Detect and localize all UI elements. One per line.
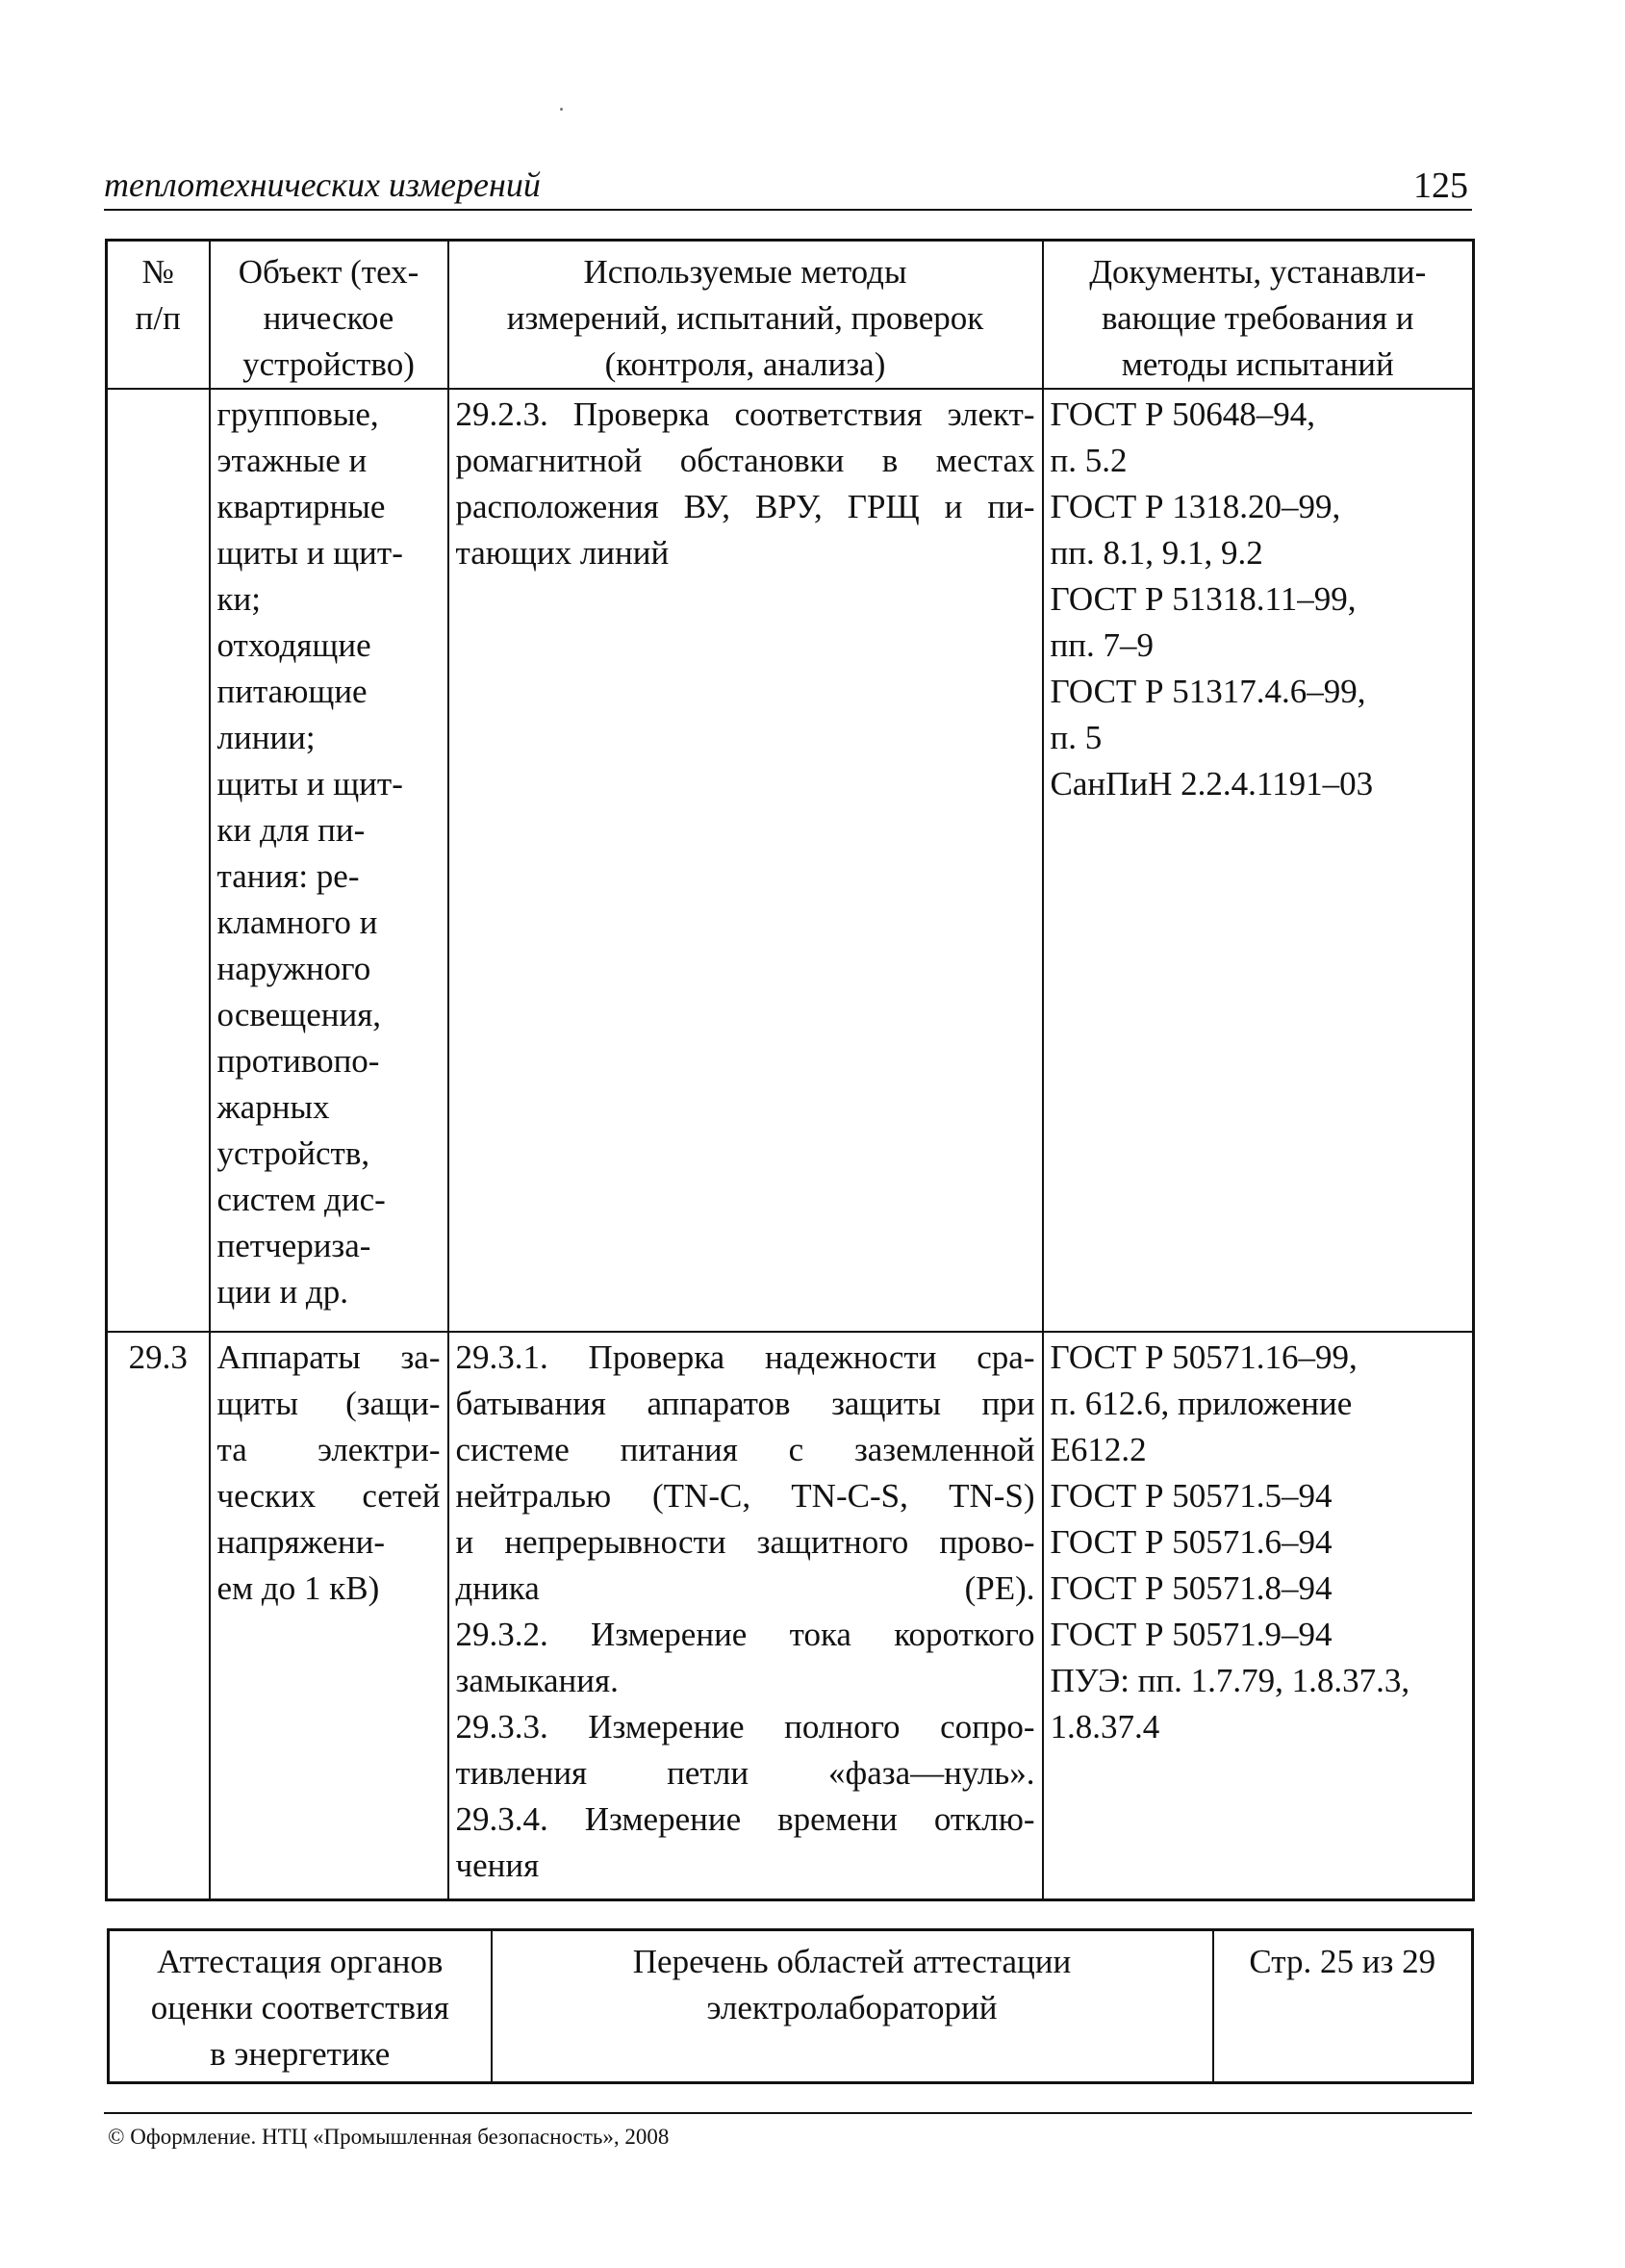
cell-line: вающие требования и xyxy=(1102,299,1414,337)
row-documents xyxy=(1043,1332,1474,1899)
cell-line: (контроля, анализа) xyxy=(604,345,886,383)
cell-line: в энергетике xyxy=(210,2035,391,2073)
cell-line: ем до 1 кВ) xyxy=(216,1569,380,1607)
footer-organization xyxy=(109,1930,492,2083)
column-header-documents xyxy=(1043,241,1474,390)
cell-line: ГОСТ Р 50648–94, xyxy=(1050,395,1316,433)
cell-line: ПУЭ: пп. 1.7.79, 1.8.37.3, xyxy=(1050,1662,1410,1699)
cell-line: замыкания. xyxy=(455,1662,619,1699)
cell-line: 29.3.2. Измерение тока короткого xyxy=(455,1616,1035,1653)
cell-line: противопо- xyxy=(216,1042,380,1080)
cell-line: и непрерывности защитного прово- xyxy=(455,1523,1035,1561)
cell-line: щиты и щит- xyxy=(216,534,403,572)
cell-line: устройство) xyxy=(242,345,415,383)
cell-line: Используемые методы xyxy=(583,253,907,291)
cell-line: Аттестация органов xyxy=(157,1943,444,1980)
cell-line: 1.8.37.4 xyxy=(1050,1708,1160,1746)
cell-line: СанПиН 2.2.4.1191–03 xyxy=(1050,765,1374,803)
cell-line: пп. 7–9 xyxy=(1050,626,1154,664)
cell-line: ГОСТ Р 50571.8–94 xyxy=(1050,1569,1333,1607)
cell-line: ГОСТ Р 50571.9–94 xyxy=(1050,1616,1333,1653)
cell-line: петчериза- xyxy=(216,1227,371,1264)
attestation-footer-box xyxy=(107,1928,1474,2084)
cell-line: ки для пи- xyxy=(216,811,366,849)
cell-line: освещения, xyxy=(216,996,382,1033)
copyright-notice: © Оформление. НТЦ «Промышленная безопасность», 2008 xyxy=(108,2125,670,2149)
cell-line: систем дис- xyxy=(216,1181,386,1218)
table-row xyxy=(107,1332,1474,1899)
cell-line: измерений, испытаний, проверок xyxy=(506,299,984,337)
table-header-row xyxy=(107,241,1474,390)
cell-line: питающие xyxy=(216,673,368,710)
cell-line: 29.3.1. Проверка надежности сра- xyxy=(455,1338,1035,1376)
cell-line: линии; xyxy=(216,719,316,756)
cell-line: Документы, устанавли- xyxy=(1089,253,1427,291)
row-number: 29.3 xyxy=(107,1332,210,1899)
cell-line: Е612.2 xyxy=(1050,1431,1147,1468)
cell-line: Перечень областей аттестации xyxy=(632,1943,1072,1980)
cell-line: системе питания с заземленной xyxy=(455,1431,1035,1468)
cell-line: 29.2.3. Проверка соответствия элект- xyxy=(455,395,1035,433)
cell-line: оценки соответствия xyxy=(150,1989,449,2026)
row-methods xyxy=(448,389,1043,1332)
cell-line: ции и др. xyxy=(216,1273,348,1311)
bottom-rule xyxy=(104,2112,1472,2114)
cell-line: тающих линий xyxy=(455,534,670,572)
cell-line: ческих сетей xyxy=(216,1477,441,1515)
cell-line: ническое xyxy=(263,299,394,337)
cell-line: наружного xyxy=(216,950,371,987)
cell-line: чения xyxy=(455,1847,540,1884)
cell-line: Аппараты за- xyxy=(216,1338,441,1376)
scan-speck xyxy=(560,108,563,111)
cell-line: 29.3.3. Измерение полного сопро- xyxy=(455,1708,1035,1746)
cell-line: кламного и xyxy=(216,904,378,941)
column-header-object xyxy=(210,241,448,390)
cell-line: ромагнитной обстановки в местах xyxy=(455,442,1035,479)
cell-line: пп. 8.1, 9.1, 9.2 xyxy=(1050,534,1263,572)
cell-line: ГОСТ Р 50571.6–94 xyxy=(1050,1523,1333,1561)
footer-document-title xyxy=(492,1930,1213,2083)
cell-line: этажные и xyxy=(216,442,368,479)
cell-line: напряжени- xyxy=(216,1523,386,1561)
cell-line: п/п xyxy=(135,299,181,337)
cell-line: ГОСТ Р 50571.5–94 xyxy=(1050,1477,1333,1515)
row-object xyxy=(210,389,448,1332)
cell-line: тивления петли «фаза—нуль». xyxy=(455,1754,1035,1792)
cell-line: ГОСТ Р 51318.11–99, xyxy=(1050,580,1357,618)
cell-line: п. 612.6, приложение xyxy=(1050,1385,1353,1422)
cell-line: щиты и щит- xyxy=(216,765,403,803)
running-title: теплотехнических измерений xyxy=(104,166,541,204)
cell-line: отходящие xyxy=(216,626,371,664)
cell-line: щиты (защи- xyxy=(216,1385,441,1422)
row-object xyxy=(210,1332,448,1899)
cell-line: батывания аппаратов защиты при xyxy=(455,1385,1035,1422)
table-row xyxy=(107,389,1474,1332)
row-methods xyxy=(448,1332,1043,1899)
cell-line: Объект (тех- xyxy=(238,253,419,291)
page-number: 125 xyxy=(1413,166,1468,206)
cell-line: электролабораторий xyxy=(706,1989,998,2026)
cell-line: дника (PE). xyxy=(455,1569,1035,1607)
cell-line: тания: ре- xyxy=(216,857,360,895)
row-number xyxy=(107,389,210,1332)
cell-line: п. 5 xyxy=(1050,719,1103,756)
cell-line: ГОСТ Р 50571.16–99, xyxy=(1050,1338,1358,1376)
cell-line: № xyxy=(141,253,174,291)
cell-line: устройств, xyxy=(216,1134,370,1172)
cell-line: квартирные xyxy=(216,488,386,525)
cell-line: жарных xyxy=(216,1088,330,1126)
column-header-methods xyxy=(448,241,1043,390)
row-documents xyxy=(1043,389,1474,1332)
running-header xyxy=(104,159,1472,211)
cell-line: 29.3.4. Измерение времени отклю- xyxy=(455,1800,1035,1838)
cell-line: расположения ВУ, ВРУ, ГРЩ и пи- xyxy=(455,488,1035,525)
footer-page-info: Стр. 25 из 29 xyxy=(1213,1930,1473,2083)
column-header-number xyxy=(107,241,210,390)
cell-line: групповые, xyxy=(216,395,379,433)
cell-line: та электри- xyxy=(216,1431,441,1468)
cell-line: п. 5.2 xyxy=(1050,442,1128,479)
cell-line: ки; xyxy=(216,580,261,618)
cell-line: нейтралью (TN-C, TN-C-S, TN-S) xyxy=(455,1477,1035,1515)
cell-line: методы испытаний xyxy=(1121,345,1394,383)
cell-line: ГОСТ Р 51317.4.6–99, xyxy=(1050,673,1366,710)
requirements-table xyxy=(105,239,1475,1901)
cell-line: ГОСТ Р 1318.20–99, xyxy=(1050,488,1341,525)
